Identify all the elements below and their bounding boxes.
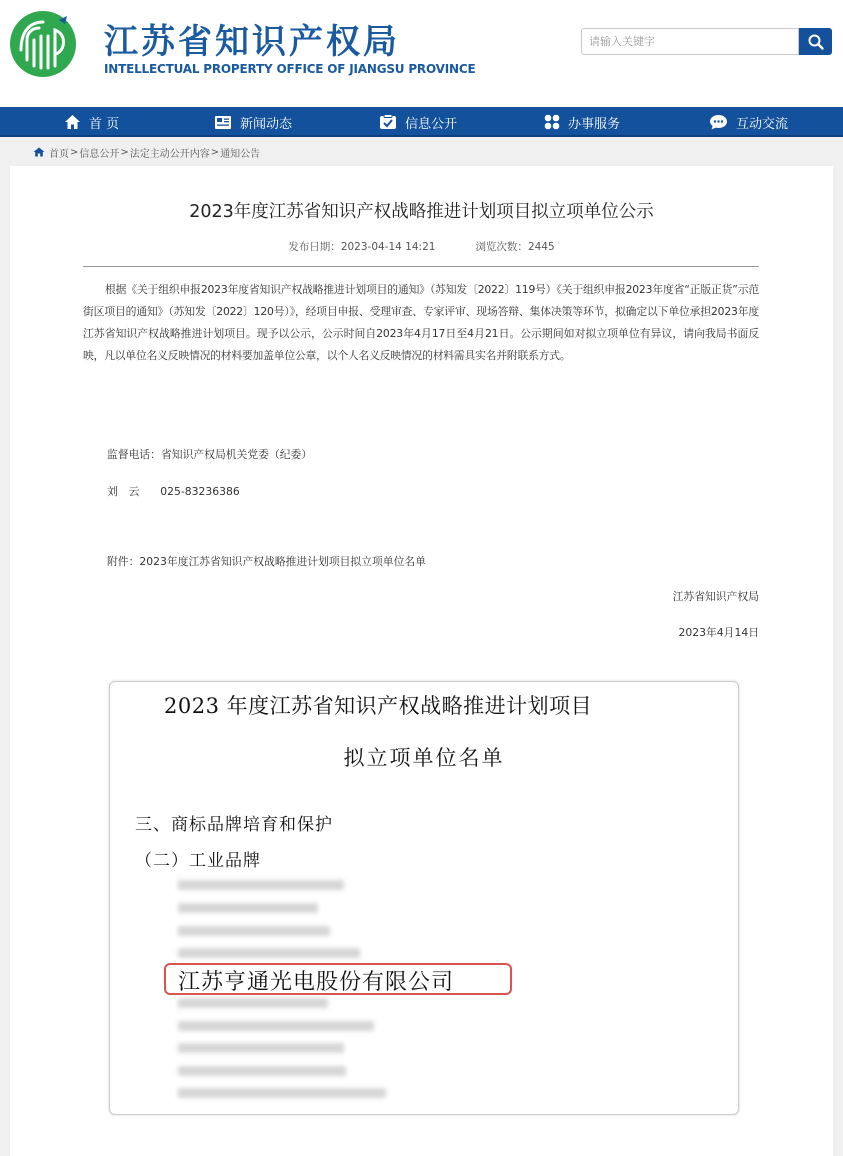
breadcrumb-separator: > <box>70 146 79 158</box>
search-button[interactable] <box>799 28 832 55</box>
contact-name: 刘 云 <box>107 485 140 498</box>
site-logo-icon[interactable] <box>9 10 77 78</box>
views-count: 2445 <box>527 241 555 253</box>
document-section: 三、商标品牌培育和保护 <box>135 815 333 835</box>
blurred-company-row <box>178 1088 386 1098</box>
chat-icon <box>709 114 728 130</box>
main-nav <box>0 107 843 137</box>
blurred-company-row <box>178 1021 374 1031</box>
contact-phone: 025-83236386 <box>160 485 240 498</box>
publish-date-label: 发布日期： <box>288 241 341 253</box>
nav-item-label: 信息公开 <box>405 116 458 132</box>
blurred-company-row <box>178 1043 344 1053</box>
document-subsection: （二）工业品牌 <box>135 851 261 871</box>
supervision-phone: 监督电话：省知识产权局机关党委（纪委） <box>107 448 313 461</box>
home-icon <box>64 114 81 130</box>
nav-item-info[interactable] <box>379 107 457 137</box>
breadcrumb-item-notices[interactable]: 通知公告 <box>220 148 261 160</box>
views-label: 浏览次数： <box>475 241 528 253</box>
article-date: 2023年4月14日 <box>678 626 759 639</box>
info-icon <box>379 114 397 130</box>
search-input[interactable] <box>582 29 798 54</box>
breadcrumb-item-mandatory[interactable]: 法定主动公开内容 <box>129 148 210 160</box>
blurred-company-row <box>178 948 360 958</box>
breadcrumb-separator: > <box>120 146 129 158</box>
home-icon <box>33 147 45 157</box>
blurred-company-row <box>178 998 328 1008</box>
contact-line <box>107 484 240 499</box>
breadcrumb-separator: > <box>210 146 220 158</box>
site-header <box>0 0 843 107</box>
highlighted-company: 江苏亨通光电股份有限公司 <box>178 970 455 995</box>
attachment-document-image <box>109 681 739 1115</box>
article-card <box>10 166 833 1156</box>
article-title: 2023年度江苏省知识产权战略推进计划项目拟立项单位公示 <box>189 202 654 222</box>
nav-item-label: 办事服务 <box>568 116 621 132</box>
blurred-company-row <box>178 880 344 890</box>
nav-item-label: 互动交流 <box>736 116 789 132</box>
signature: 江苏省知识产权局 <box>672 590 759 603</box>
breadcrumb <box>0 139 843 165</box>
nav-item-interaction[interactable] <box>709 107 788 137</box>
blurred-company-row <box>178 1066 346 1076</box>
document-title-line1: 2023 年度江苏省知识产权战略推进计划项目 <box>164 694 593 718</box>
attachment-link[interactable]: 附件：2023年度江苏省知识产权战略推进计划项目拟立项单位名单 <box>107 555 426 568</box>
breadcrumb-item-info[interactable]: 信息公开 <box>79 148 120 160</box>
services-icon <box>544 114 560 130</box>
nav-item-news[interactable] <box>214 107 292 137</box>
nav-item-label: 新闻动态 <box>240 116 293 132</box>
blurred-company-row <box>178 926 330 936</box>
title-divider <box>83 266 759 267</box>
news-icon <box>214 115 232 130</box>
publish-date: 2023-04-14 14:21 <box>340 241 436 253</box>
article-meta <box>10 239 833 254</box>
nav-item-home[interactable] <box>64 107 119 137</box>
search-box <box>581 28 799 55</box>
article-body: 根据《关于组织申报2023年度省知识产权战略推进计划项目的通知》（苏知发〔2022〕119号）《关于组织申报2023年度省“正版正货”示范街区项目的通知》（苏知发〔2022〕120号）》，经项目申报、受理审查、专家评审、现场答辩、集体决策等环节，拟确定以下单位承担2023年度江苏省知识产权战略推进计划项目。现予以公示，公示时间自2023年4月17日至4月21日。公示期间如对拟立项单位有异议，请向我局书面反映，凡以单位名义反映情况的材料要加盖单位公章，以个人名义反映情况的材料需具实名并附联系方式。 <box>83 283 759 362</box>
blurred-company-row <box>178 903 318 913</box>
site-name-cn[interactable]: 江苏省知识产权局 <box>104 22 400 62</box>
breadcrumb-item-home[interactable]: 首页 <box>49 148 69 160</box>
document-title-line2: 拟立项单位名单 <box>343 746 505 770</box>
site-name-en: INTELLECTUAL PROPERTY OFFICE OF JIANGSU PROVINCE <box>104 62 476 76</box>
nav-item-label: 首 页 <box>89 116 120 132</box>
nav-item-services[interactable] <box>544 107 620 137</box>
search-icon <box>808 34 824 50</box>
